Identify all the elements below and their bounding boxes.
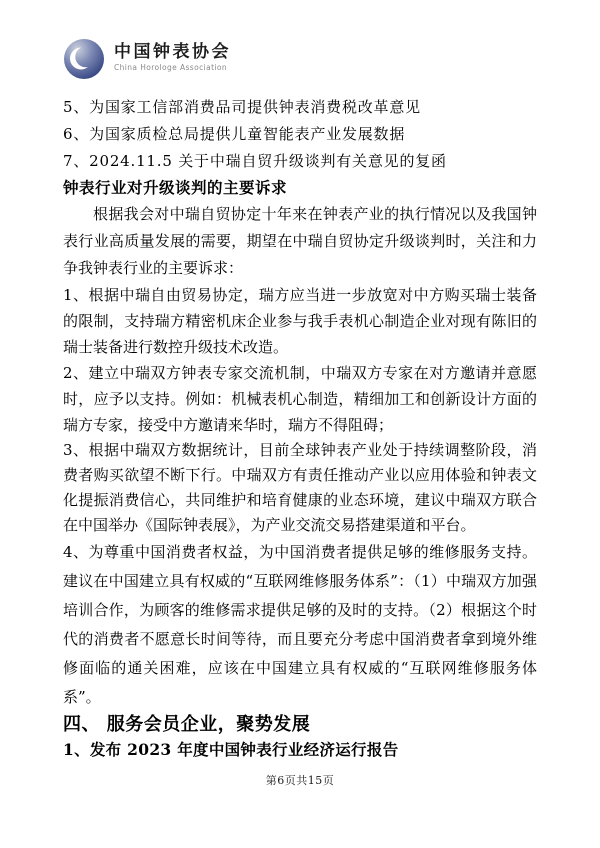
demand-paragraph-3: 3、根据中瑞双方数据统计，目前全球钟表产业处于持续调整阶段，消费者购买欲望不断下行。中瑞双方有责任推动产业以应用体验和钟表文化提振消费信心，共同维护和培育健康的业态环境，建议中瑞双方联合在中国举办《国际钟表展》，为产业交流交易搭建渠道和平台。 (63, 441, 537, 534)
achievement-item-7: 7、2024.11.5 关于中瑞自贸升级谈判有关意见的复函 (63, 152, 447, 170)
section-four-heading: 四、 服务会员企业，聚势发展 (63, 714, 311, 735)
demand-paragraph-1: 1、根据中瑞自由贸易协定，瑞方应当进一步放宽对中方购买瑞士装备的限制，支持瑞方精密机床企业参与我手表机心制造企业对现有陈旧的瑞士装备进行数控升级技术改造。 (63, 286, 537, 356)
achievement-item-5: 5、为国家工信部消费品司提供钟表消费税改革意见 (63, 98, 421, 116)
claims-section-heading: 钟表行业对升级谈判的主要诉求 (63, 178, 288, 197)
logo-sphere-icon (63, 38, 105, 80)
claims-intro-paragraph: 根据我会对中瑞自贸协定十年来在钟表产业的执行情况以及我国钟表行业高质量发展的需要，期望在中瑞自贸协定升级谈判时，关注和力争我钟表行业的主要诉求： (63, 205, 537, 277)
logo-name-en: China Horologe Association (114, 63, 228, 72)
document-body (63, 94, 537, 762)
page-number-indicator: 第6页共15页 (265, 774, 335, 787)
section-four-subheading: 1、发布 2023 年度中国钟表行业经济运行报告 (63, 740, 399, 759)
logo (63, 38, 231, 80)
logo-name-cn: 中国钟表协会 (114, 42, 231, 62)
demand-paragraph-4: 4、为尊重中国消费者权益，为中国消费者提供足够的维修服务支持。建议在中国建立具有权威的“互联网维修服务体系”：（1）中瑞双方加强培训合作，为顾客的维修需求提供足够的及时的支持。（2）根据这个时代的消费者不愿意长时间等待，而且要充分考虑中国消费者拿到境外维修面临的通关困难，应该在中国建立具有权威的“互联网维修服务体系”。 (63, 543, 537, 706)
demand-paragraph-2: 2、建立中瑞双方钟表专家交流机制，中瑞双方专家在对方邀请并意愿时，应予以支持。例如：机械表机心制造，精细加工和创新设计方面的瑞方专家，接受中方邀请来华时，瑞方不得阻碍； (63, 364, 537, 434)
achievement-item-6: 6、为国家质检总局提供儿童智能表产业发展数据 (63, 125, 406, 143)
logo-text (114, 38, 231, 73)
